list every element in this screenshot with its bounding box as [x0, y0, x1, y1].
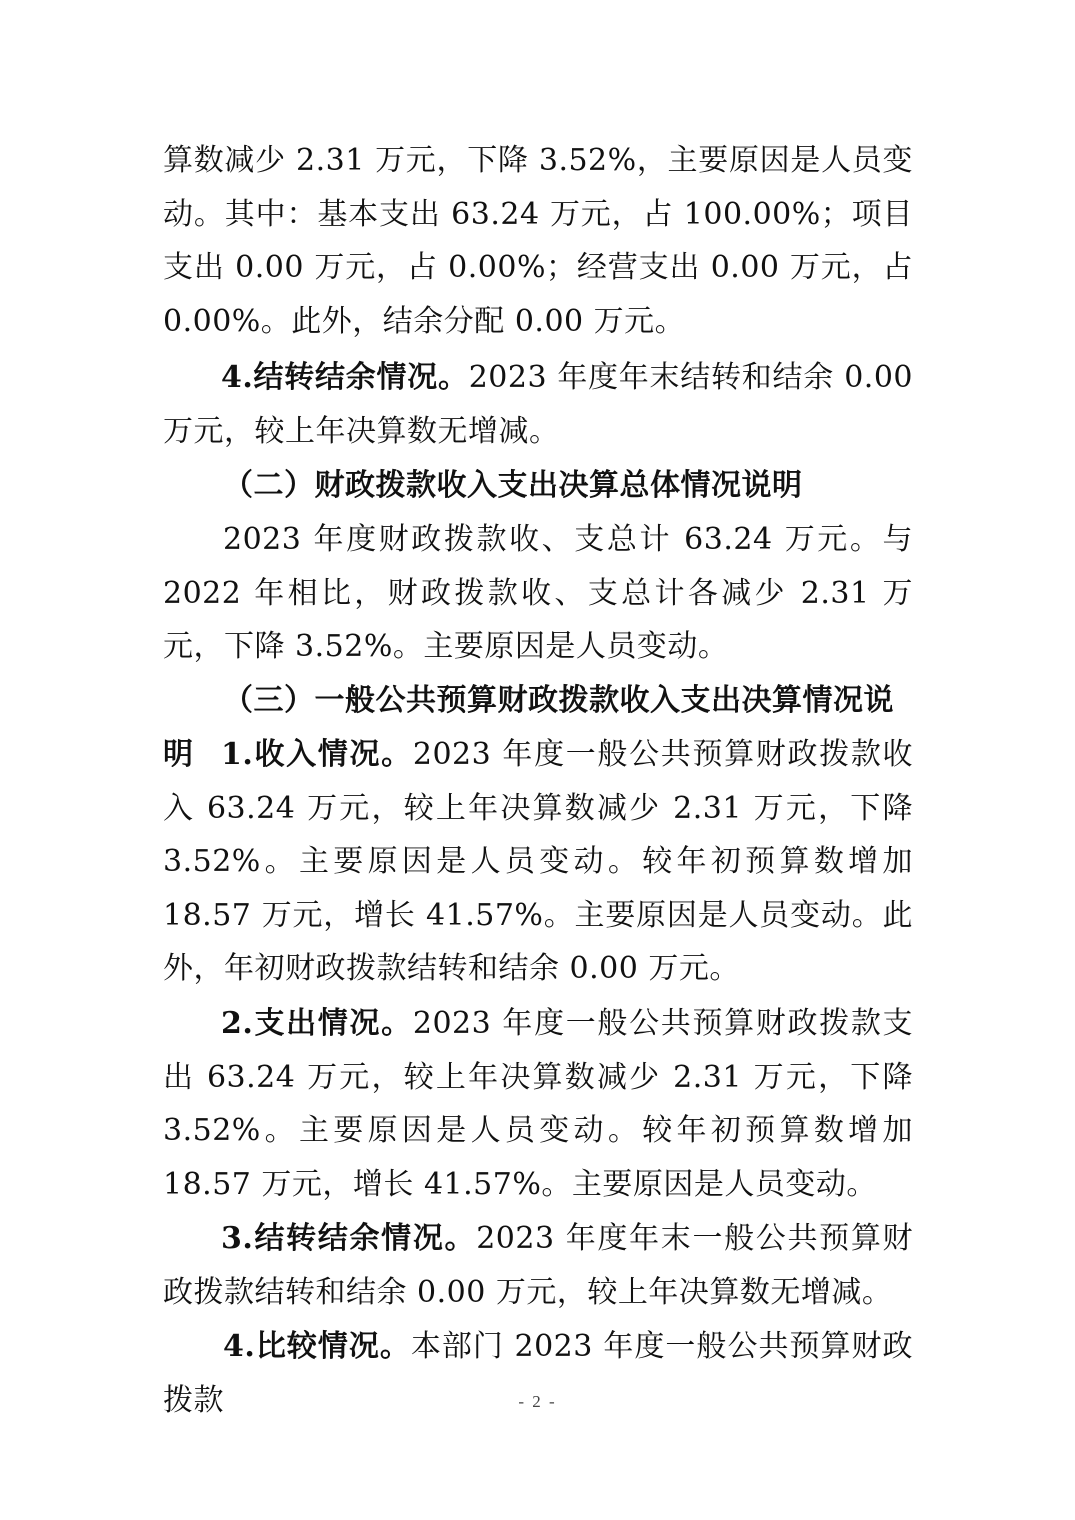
paragraph-text: 2023 年度财政拨款收、支总计 63.24 万元。与 2022 年相比，财政拨款收、支总计各减少 2.31 万元，下降 3.52%。主要原因是人员变动。	[163, 522, 913, 664]
paragraph-lead: 1.收入情况。	[221, 737, 413, 772]
paragraph-lead: 2.支出情况。	[221, 1006, 413, 1041]
paragraph-fiscal-overview	[163, 513, 913, 674]
paragraph-lead: 4.比较情况。	[223, 1329, 411, 1364]
section-heading-general-budget: （三）一般公共预算财政拨款收入支出决算情况说明	[163, 683, 894, 772]
paragraph-text: 2023 年度年末结转和结余 0.00 万元，较上年决算数无增减。	[163, 360, 913, 449]
paragraph-expenditure-continued	[163, 134, 913, 348]
section-heading-fiscal-overview: （二）财政拨款收入支出决算总体情况说明	[223, 468, 803, 503]
paragraph-text: 2023 年度年末一般公共预算财政拨款结转和结余 0.00 万元，较上年决算数无增减。	[163, 1221, 913, 1310]
paragraph-text: 2023 年度一般公共预算财政拨款收入 63.24 万元，较上年决算数减少 2.31 万元，下降 3.52%。主要原因是人员变动。较年初预算数增加 18.57 万元，增长 41.57%。主要原因是人员变动。此外，年初财政拨款结转和结余 0.00 万元。	[163, 737, 913, 986]
paragraph-text: 本部门 2023 年度一般公共预算财政拨款	[163, 1329, 914, 1418]
paragraph-text: 2023 年度一般公共预算财政拨款支出 63.24 万元，较上年决算数减少 2.31 万元，下降 3.52%。主要原因是人员变动。较年初预算数增加 18.57 万元，增长 41.57%。主要原因是人员变动。	[163, 1006, 913, 1202]
page-number: - 2 -	[518, 1392, 557, 1411]
paragraph-text: 算数减少 2.31 万元，下降 3.52%，主要原因是人员变动。其中：基本支出 63.24 万元，占 100.00%；项目支出 0.00 万元，占 0.00%；经营支出 0.00 万元，占 0.00%。此外，结余分配 0.00 万元。	[163, 143, 913, 339]
paragraph-general-carryover	[163, 1212, 913, 1319]
paragraph-lead: 4.结转结余情况。	[221, 360, 469, 395]
paragraph-expenditure	[163, 997, 913, 1211]
paragraph-carryover	[163, 351, 913, 458]
paragraph-income	[163, 728, 913, 996]
paragraph-lead: 3.结转结余情况。	[221, 1221, 477, 1256]
